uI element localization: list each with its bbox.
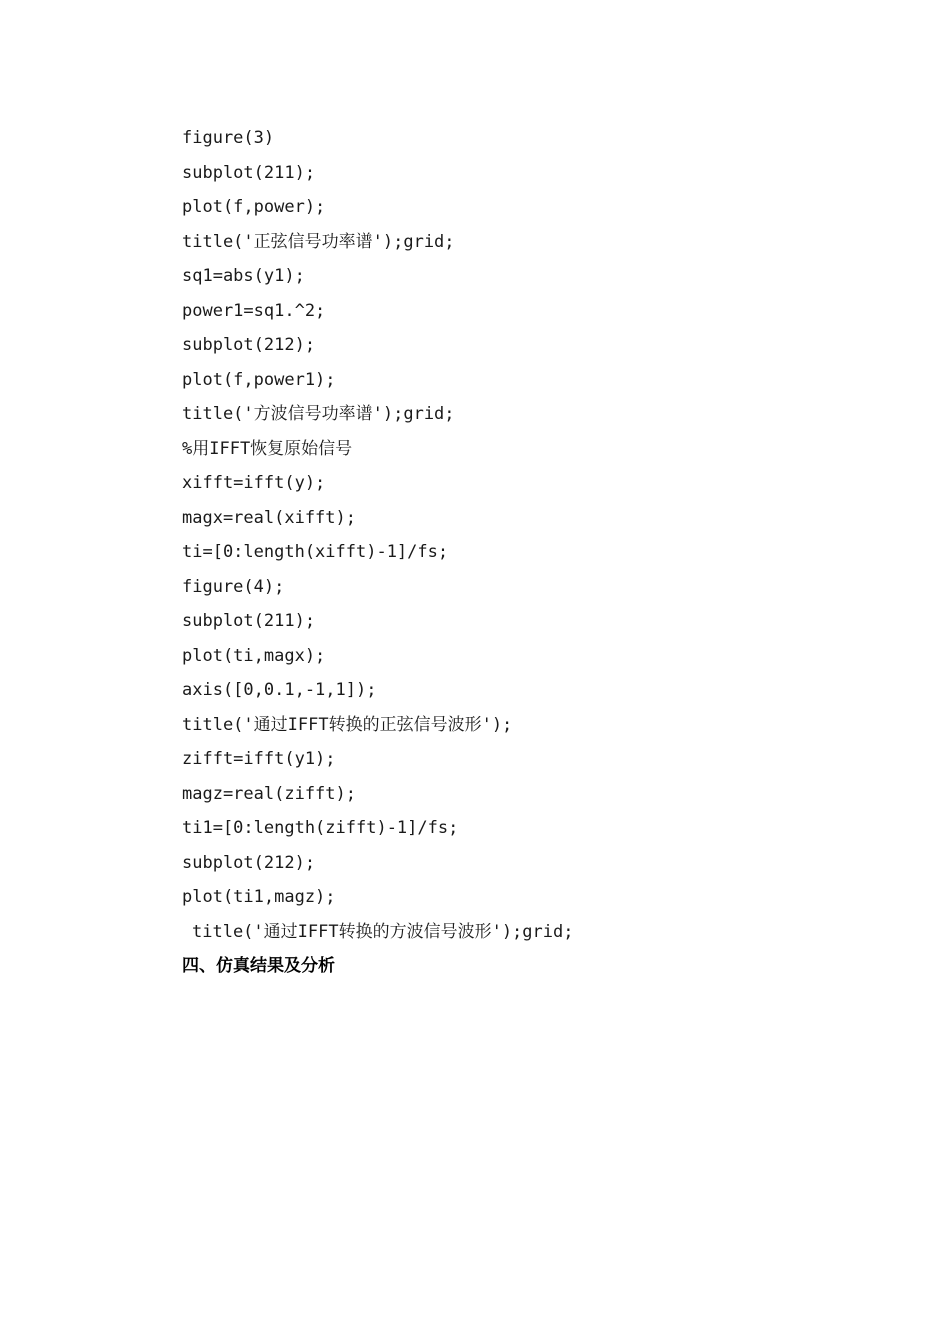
code-comment-line: %用IFFT恢复原始信号 xyxy=(182,438,353,459)
code-line: plot(f,power1); xyxy=(182,369,336,390)
code-line: magx=real(xifft); xyxy=(182,507,356,528)
code-line: plot(ti,magx); xyxy=(182,645,326,666)
code-line: plot(f,power); xyxy=(182,197,326,217)
matlab-code-block xyxy=(182,121,573,949)
code-line: figure(3) xyxy=(182,128,275,148)
code-line: title('通过IFFT转换的正弦信号波形'); xyxy=(182,714,513,735)
code-line: power1=sq1.^2; xyxy=(182,300,326,321)
code-line: xifft=ifft(y); xyxy=(182,473,326,493)
code-line: title('正弦信号功率谱');grid; xyxy=(182,231,455,252)
code-line: subplot(212); xyxy=(182,335,316,355)
code-line: figure(4); xyxy=(182,576,285,597)
code-line: subplot(211); xyxy=(182,611,316,631)
code-line: zifft=ifft(y1); xyxy=(182,749,336,769)
section-heading: 四、仿真结果及分析 xyxy=(182,956,335,976)
code-line: subplot(211); xyxy=(182,162,316,183)
code-line: magz=real(zifft); xyxy=(182,783,356,804)
code-line: plot(ti1,magz); xyxy=(182,887,336,907)
code-line: subplot(212); xyxy=(182,852,316,873)
code-line: title('方波信号功率谱');grid; xyxy=(182,404,455,424)
code-line: title('通过IFFT转换的方波信号波形');grid; xyxy=(192,921,574,942)
code-line: ti=[0:length(xifft)-1]/fs; xyxy=(182,542,449,562)
code-line: sq1=abs(y1); xyxy=(182,266,305,286)
code-line: ti1=[0:length(zifft)-1]/fs; xyxy=(182,818,459,838)
code-line: axis([0,0.1,-1,1]); xyxy=(182,680,377,700)
